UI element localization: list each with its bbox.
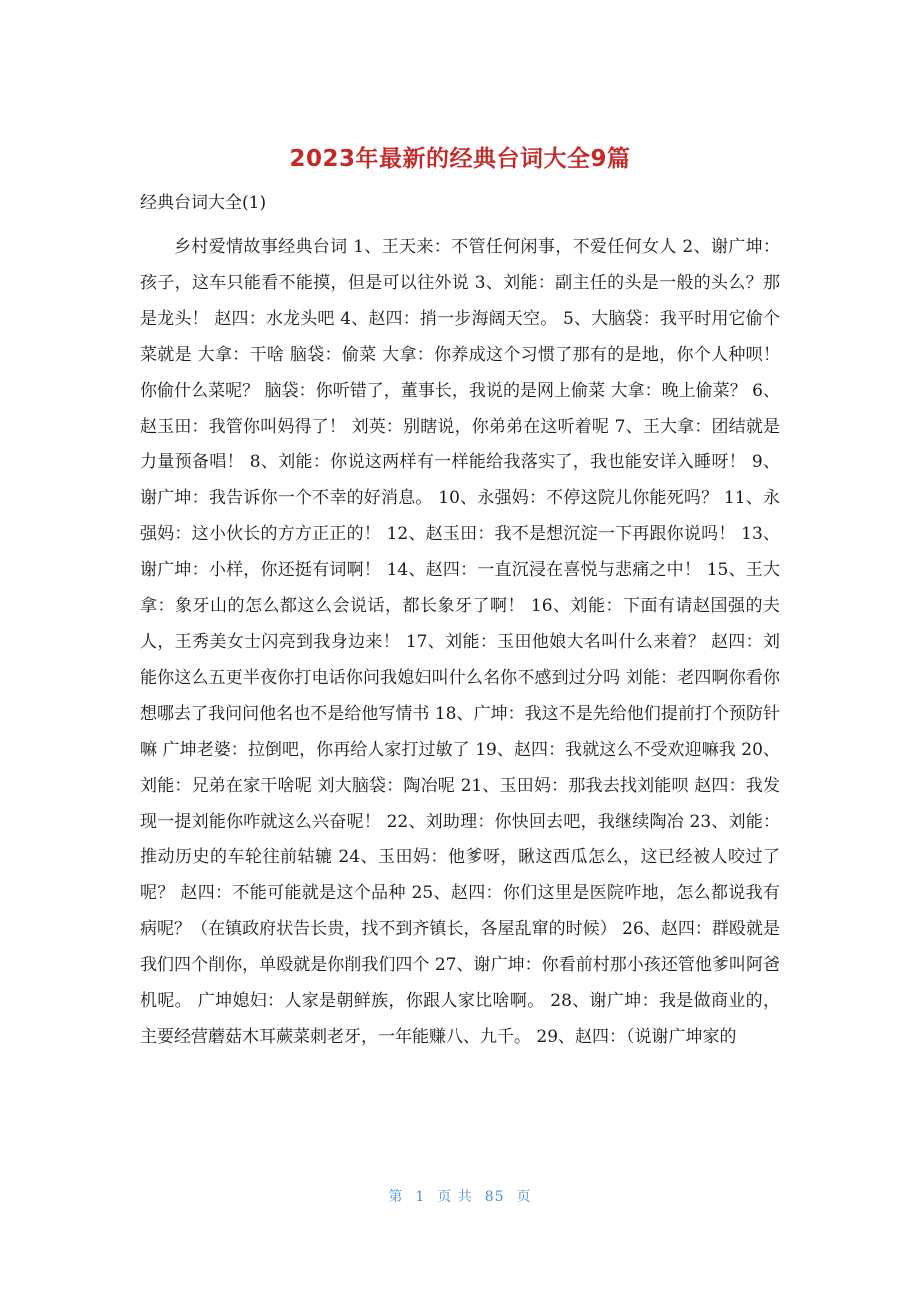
footer-mid: 页 共 <box>437 1189 473 1205</box>
footer-suffix: 页 <box>516 1189 532 1205</box>
body-paragraph: 乡村爱情故事经典台词 1、王天来：不管任何闲事，不爱任何女人 2、谢广坤：孩子，这车只能看不能摸，但是可以往外说 3、刘能：副主任的头是一般的头么？那是龙头！ 赵四：水龙头吧 4、赵四：捎一步海阔天空。 5、大脑袋：我平时用它偷个菜就是 大拿：干啥 脑袋：偷菜 大拿：你养成这个习惯了那有的是地，你个人种呗！你偷什么菜呢？ 脑袋：你听错了，董事长，我说的是网上偷菜 大拿：晚上偷菜？ 6、赵玉田：我管你叫妈得了！ 刘英：别瞎说，你弟弟在这听着呢 7、王大拿：团结就是力量预备唱！ 8、刘能：你说这两样有一样能给我落实了，我也能安详入睡呀！ 9、谢广坤：我告诉你一个不幸的好消息。 10、永强妈：不停这院儿你能死吗？ 11、永强妈：这小伙长的方方正正的！ 12、赵玉田：我不是想沉淀一下再跟你说吗！ 13、谢广坤：小样，你还挺有词啊！ 14、赵四：一直沉浸在喜悦与悲痛之中！ 15、王大拿：象牙山的怎么都这么会说话，都长象牙了啊！ 16、刘能：下面有请赵国强的夫人，王秀美女士闪亮到我身边来！ 17、刘能：玉田他娘大名叫什么来着？ 赵四：刘能你这么五更半夜你打电话你问我媳妇叫什么名你不感到过分吗 刘能：老四啊你看你想哪去了我问问他名也不是给他写情书 18、广坤：我这不是先给他们提前打个预防针嘛 广坤老婆：拉倒吧，你再给人家打过敏了 19、赵四：我就这么不受欢迎嘛我 20、刘能：兄弟在家干啥呢 刘大脑袋：陶冶呢 21、玉田妈：那我去找刘能呗 赵四：我发现一提刘能你咋就这么兴奋呢！ 22、刘助理：你快回去吧，我继续陶冶 23、刘能：推动历史的车轮往前轱辘 24、玉田妈：他爹呀，瞅这西瓜怎么，这已经被人咬过了呢？ 赵四：不能可能就是这个品种 25、赵四：你们这里是医院咋地，怎么都说我有病呢？（在镇政府状告长贵，找不到齐镇长，各屋乱窜的时候） 26、赵四：群殴就是我们四个削你，单殴就是你削我们四个 27、谢广坤：你看前村那小孩还管他爹叫阿爸机呢。 广坤媳妇：人家是朝鲜族，你跟人家比啥啊。 28、谢广坤：我是做商业的，主要经营蘑菇木耳蕨菜刺老牙，一年能赚八、九千。 29、赵四：（说谢广坤家的 <box>140 237 780 1047</box>
footer-prefix: 第 <box>388 1189 404 1205</box>
footer-total-pages: 85 <box>484 1189 505 1205</box>
page-footer <box>0 1186 920 1206</box>
document-title: 2023年最新的经典台词大全9篇 <box>289 146 631 172</box>
footer-current-page: 1 <box>415 1189 426 1205</box>
section-heading: 经典台词大全(1) <box>140 193 267 213</box>
